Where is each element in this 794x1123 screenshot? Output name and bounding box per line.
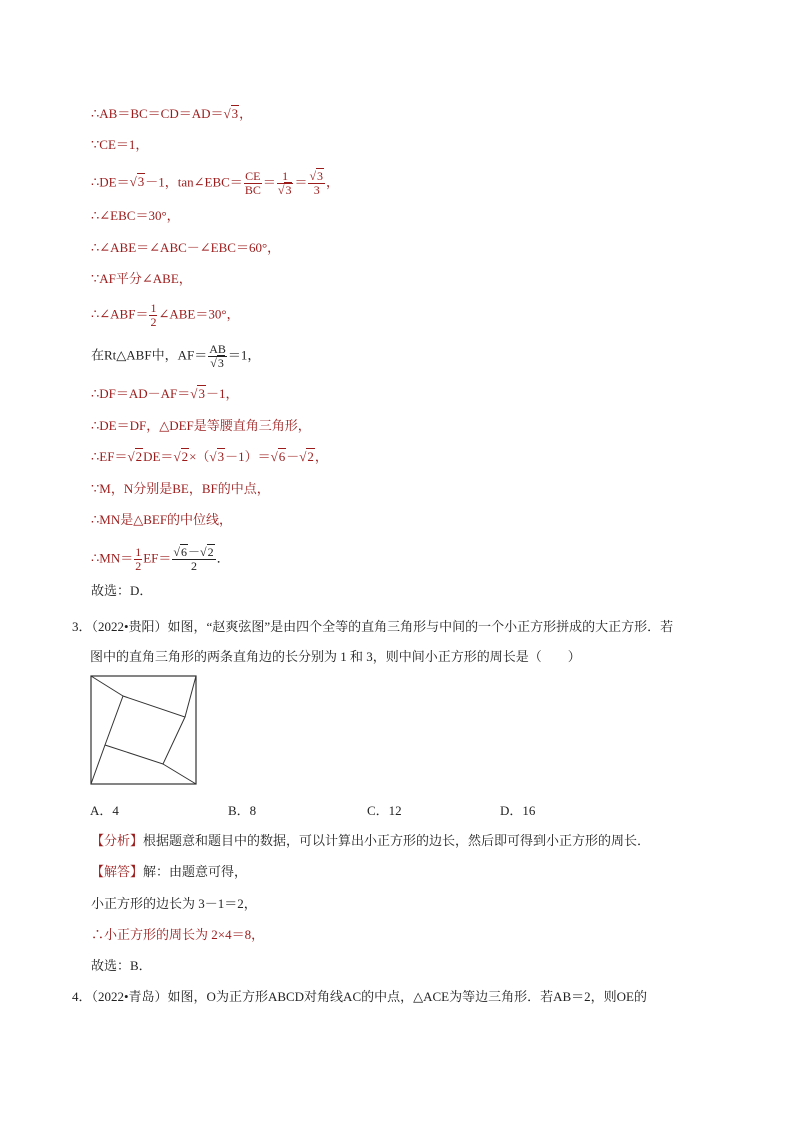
outer-square	[91, 676, 196, 784]
sqrt-6: √6	[270, 449, 286, 464]
radicand: 2	[135, 449, 143, 464]
solution-line-5	[91, 240, 280, 256]
choice-b[interactable]	[228, 800, 256, 819]
solution-line-13	[91, 512, 232, 528]
denominator: √3	[277, 183, 292, 197]
sqrt-3: √3	[223, 106, 239, 121]
text: 故选：D．	[91, 583, 153, 598]
choice-label: A．4	[90, 803, 119, 818]
text: ∠ABE＝30°，	[158, 306, 240, 322]
text: ∵M，N分别是BE，BF的中点，	[91, 481, 270, 496]
text: EF＝	[143, 550, 172, 566]
solution-line-4	[91, 208, 180, 224]
text: ∵AF平分∠ABE，	[91, 271, 192, 286]
denominator: 2	[135, 559, 142, 573]
text: ×（	[189, 449, 210, 464]
choice-label: B．8	[228, 803, 257, 818]
solution-line-3	[91, 170, 339, 197]
text: ∴∠ABF＝	[91, 306, 149, 322]
question-4-line-1: 4．（2022•青岛）如图，O为正方形ABCD对角线AC的中点，△ACE为等边三角形．若AB＝2，则OE的	[72, 989, 648, 1004]
fraction-1-2	[134, 546, 142, 573]
fraction-ab-sqrt3	[208, 343, 227, 370]
numerator: CE	[245, 169, 261, 183]
choice-label: D．16	[500, 803, 536, 818]
choice-a[interactable]	[90, 800, 119, 819]
text: ＝	[294, 174, 308, 190]
denominator: 2	[190, 559, 197, 573]
radicand: 3	[217, 449, 225, 464]
text: ∵CE＝1，	[91, 137, 149, 152]
sqrt-3: √3	[129, 174, 145, 190]
choice-c[interactable]	[367, 800, 402, 819]
answer-line	[91, 864, 247, 880]
radicand: 3	[317, 169, 324, 183]
radicand: 2	[207, 545, 214, 559]
numerator: √3	[309, 169, 324, 183]
question-3-line-1: 3．（2022•贵阳）如图，“赵爽弦图”是由四个全等的直角三角形与中间的一个小正方形拼成的大正方形．若	[72, 619, 674, 634]
radicand: 2	[307, 449, 314, 464]
answer-step-3	[91, 958, 152, 974]
sqrt-2: √2	[173, 449, 189, 464]
solution-line-2	[91, 137, 148, 153]
radicand: 3	[217, 356, 224, 370]
solution-line-9	[91, 386, 238, 402]
text: ∴DE＝	[91, 174, 130, 190]
text: 在Rt△ABF中，AF＝	[91, 347, 208, 363]
solution-line-1	[91, 106, 252, 122]
triangle-edge-1	[91, 676, 123, 696]
text: ，	[326, 174, 340, 190]
numerator: 1	[135, 545, 142, 559]
solution-line-10	[91, 418, 311, 434]
radicand: 2	[181, 449, 189, 464]
text: 小正方形的边长为 3－1＝2，	[91, 896, 257, 911]
denominator: 2	[150, 315, 157, 329]
text: －1，tan∠EBC＝	[145, 174, 243, 190]
numerator: AB	[209, 342, 226, 356]
analysis-line	[91, 833, 650, 849]
zhao-shuang-figure	[90, 675, 200, 787]
text: ，	[239, 106, 253, 121]
text: ∴MN＝	[91, 550, 134, 566]
answer-step-2	[91, 927, 264, 943]
text: ∴AB＝BC＝CD＝AD＝	[91, 106, 224, 121]
solution-line-6	[91, 271, 192, 287]
numerator: 1	[277, 170, 294, 184]
text: －1）＝	[225, 449, 271, 464]
fraction-ce-bc	[244, 170, 262, 197]
question-3-line-2-wrap	[72, 642, 732, 672]
triangle-edge-3	[163, 764, 196, 784]
choice-d[interactable]	[500, 800, 535, 819]
text: ∴MN是△BEF的中位线，	[91, 512, 233, 527]
text: ＝1，	[227, 347, 261, 363]
numerator: 1	[150, 301, 157, 315]
answer-text: 解：由题意可得，	[143, 864, 248, 879]
text: ∴DF＝AD－AF＝	[91, 386, 191, 401]
solution-line-7	[91, 302, 240, 329]
text: ∴小正方形的周长为 2×4＝8，	[91, 927, 265, 942]
answer-tag: 【解答】	[91, 864, 144, 879]
text: 故选：B．	[91, 958, 152, 973]
answer-step-1	[91, 896, 257, 912]
text: ∴∠EBC＝30°，	[91, 208, 180, 223]
text: DE＝	[143, 449, 174, 464]
text: ，	[314, 449, 328, 464]
fraction-1-2	[149, 302, 157, 329]
sqrt-2: √2	[299, 449, 314, 464]
question-3-line-2: 图中的直角三角形的两条直角边的长分别为 1 和 3，则中间小正方形的周长是（ ）	[90, 649, 581, 664]
solution-line-15	[91, 583, 152, 599]
solution-line-12	[91, 481, 270, 497]
choice-label: C．12	[367, 803, 402, 818]
sqrt-2: √2	[127, 449, 143, 464]
denominator: √3	[210, 356, 224, 370]
radicand: 3	[198, 386, 205, 401]
denominator: BC	[244, 183, 261, 197]
fraction-1-sqrt3	[277, 170, 294, 197]
fraction-sqrt3-3	[308, 170, 325, 197]
fraction-sqrt6-sqrt2-2	[172, 546, 215, 573]
question-4-text	[72, 982, 732, 1012]
text: －1，	[205, 386, 239, 401]
text: ∴DE＝DF，△DEF是等腰直角三角形，	[91, 418, 311, 433]
text: ．	[216, 550, 230, 566]
solution-line-11	[91, 449, 328, 465]
text: －	[286, 449, 300, 464]
analysis-text: 根据题意和题目中的数据，可以计算出小正方形的边长，然后即可得到小正方形的周长．	[143, 833, 651, 848]
text: ＝	[262, 174, 276, 190]
radicand: 6	[278, 449, 286, 464]
triangle-edge-2	[185, 676, 196, 717]
radicand: 3	[231, 106, 239, 121]
solution-line-14	[91, 546, 230, 573]
denominator: 3	[313, 183, 320, 197]
inner-square	[105, 696, 185, 764]
radicand: 3	[285, 183, 292, 197]
text: ∴EF＝	[91, 449, 128, 464]
sqrt-3: √3	[190, 386, 205, 401]
solution-line-8	[91, 343, 260, 370]
radicand: 3	[137, 174, 145, 190]
radicand: 6	[180, 545, 187, 559]
question-3-text	[72, 612, 732, 672]
analysis-tag: 【分析】	[91, 833, 144, 848]
text: ∴∠ABE＝∠ABC－∠EBC＝60°，	[91, 240, 281, 255]
numerator: √6－√2	[173, 545, 214, 559]
triangle-edge-4	[91, 745, 105, 784]
sqrt-3: √3	[209, 449, 225, 464]
